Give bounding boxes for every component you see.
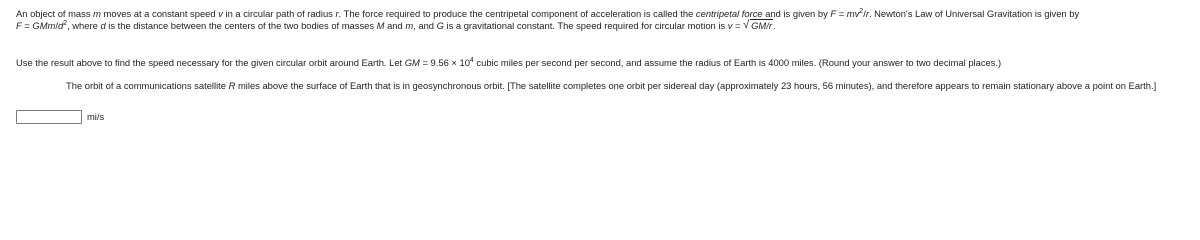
var-d: d: [100, 20, 106, 31]
var-G: G: [436, 20, 444, 31]
text: = 9.56 × 10: [419, 57, 470, 68]
answer-input[interactable]: [16, 110, 82, 124]
problem-instructions: [16, 57, 1186, 69]
text: in a circular path of radius: [222, 8, 336, 19]
text: miles above the surface of Earth that is in geosynchronous orbit. [The satellite completes one orbit per sidereal day (approximately 23 hours, 56 minutes), and therefore appears to remain stationary above a point on Earth.]: [235, 80, 1157, 91]
var-v: v: [218, 8, 223, 19]
exponent: 4: [469, 57, 474, 64]
var-d: d: [57, 20, 64, 31]
var-mv: mv: [846, 8, 860, 19]
text: /: [863, 8, 866, 19]
var-F: F: [16, 20, 22, 31]
text: and is given by: [762, 8, 831, 19]
text: An object of mass: [16, 8, 94, 19]
answer-row: [16, 110, 104, 124]
var-GM: GM: [404, 57, 420, 68]
var-F: F: [830, 8, 837, 19]
text: . Newton's Law of Universal Gravitation is given by: [868, 8, 1080, 19]
var-v: v: [727, 20, 733, 31]
radicand: GM/r: [751, 20, 772, 31]
text: cubic miles per second per second, and assume the radius of Earth is 4000 miles. (Round your answer to two decimal places.): [473, 57, 1002, 68]
problem-part-description: [66, 80, 1192, 92]
text: The orbit of a communications satellite: [66, 80, 229, 91]
text: moves at a constant speed: [100, 8, 219, 19]
text: is the distance between the centers of the two bodies of masses: [105, 20, 377, 31]
radical-icon: √: [743, 19, 750, 31]
problem-intro-line-2: [16, 20, 1186, 32]
text: Use the result above to find the speed necessary for the given circular orbit around Earth. Let: [16, 57, 405, 68]
var-M: M: [376, 20, 385, 31]
var-r: r: [865, 8, 869, 19]
text: , and: [413, 20, 437, 31]
text: and: [384, 20, 406, 31]
problem-intro-line-1: [16, 8, 1186, 20]
text: /: [55, 20, 58, 31]
var-m: m: [405, 20, 414, 31]
exponent: 2: [859, 8, 864, 15]
square-root-expression: [743, 20, 773, 32]
exponent: 2: [63, 20, 68, 27]
var-m: m: [93, 8, 101, 19]
text: =: [732, 20, 744, 31]
text: . The force required to produce the centripetal component of acceleration is called the: [338, 8, 696, 19]
var-r: r: [335, 8, 339, 19]
text: =: [836, 8, 847, 19]
var-GMm: GMm: [32, 20, 56, 31]
var-R: R: [228, 80, 236, 91]
text: , where: [67, 20, 101, 31]
text: =: [21, 20, 33, 31]
text: is a gravitational constant. The speed required for circular motion is: [443, 20, 728, 31]
term-centripetal-force: centripetal force: [695, 8, 763, 19]
text: .: [772, 20, 776, 31]
answer-unit-label: mi/s: [87, 111, 105, 122]
